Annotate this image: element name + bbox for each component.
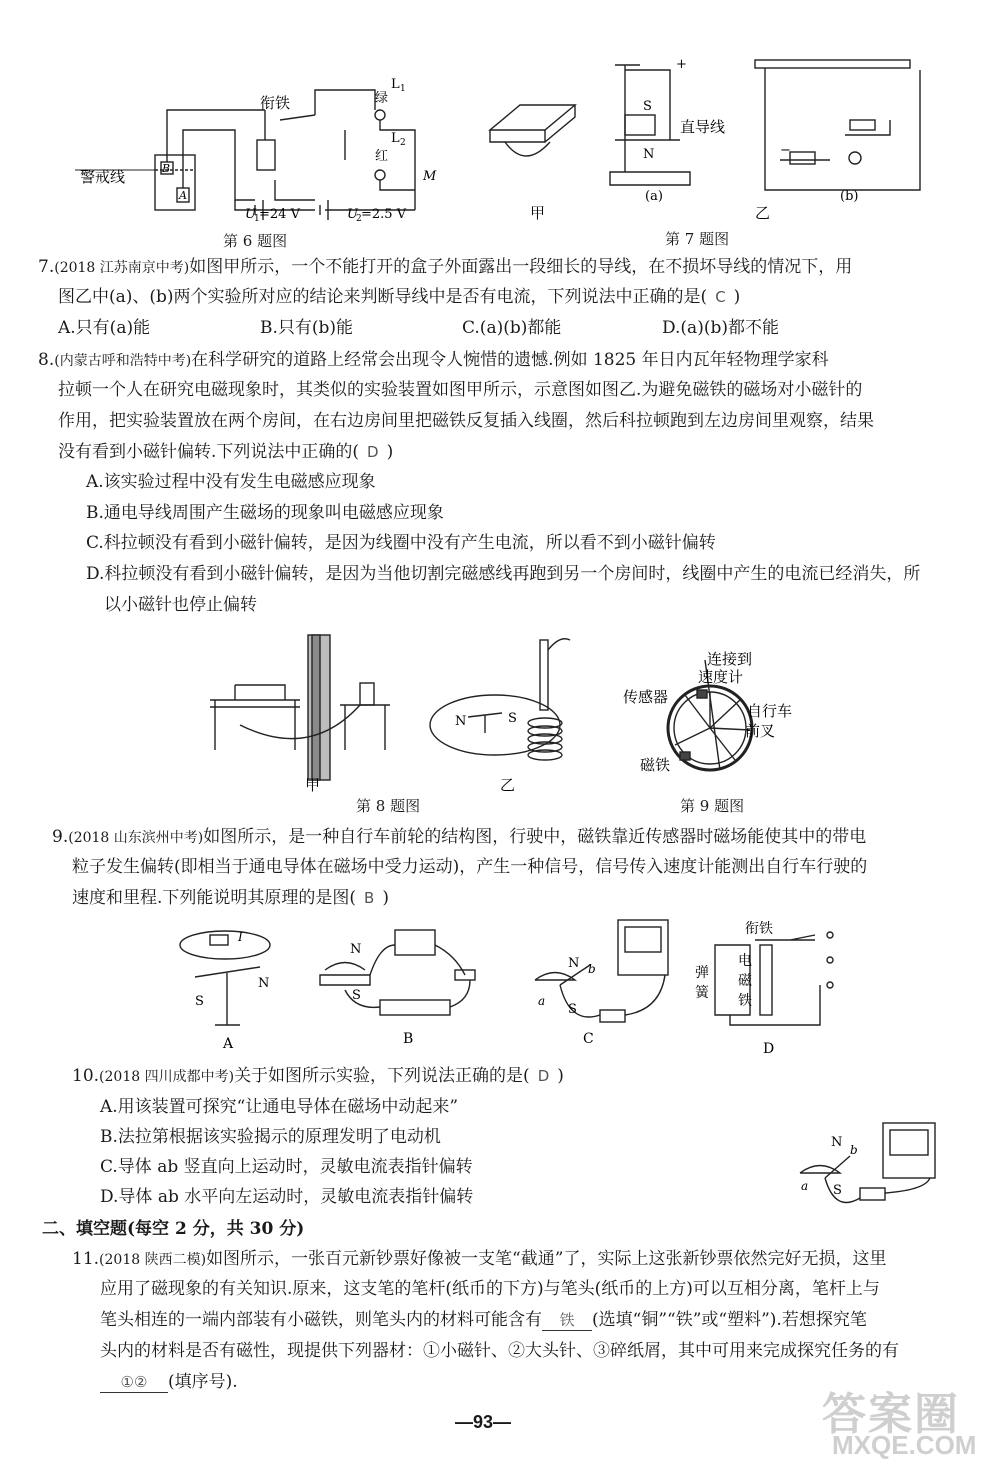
fig9-caption: 第 9 题图 <box>680 797 745 815</box>
q8-option-d-1: D.科拉顿没有看到小磁针偏转，是因为当他切割完磁感线再跑到另一个房间时，线圈中产生的电流已经消失，所 <box>86 564 921 584</box>
q10-line1 <box>72 1066 564 1087</box>
fig7-caption: 第 7 题图 <box>665 230 730 248</box>
fig7-label-minus: − <box>780 143 791 158</box>
fig6-label-l2: L <box>391 131 400 146</box>
q9c-label-a: a <box>538 994 546 1008</box>
fig8-label-jia: 甲 <box>305 776 321 794</box>
q9d-label-em-2: 磁 <box>738 973 752 989</box>
fig7-label-wire: 直导线 <box>680 118 726 136</box>
q10-option-a: A.用该装置可探究“让通电导体在磁场中动起来” <box>100 1097 459 1117</box>
fig6-label-u2-sub: 2 <box>356 214 362 224</box>
fig9-label-connect-2: 速度计 <box>698 668 744 686</box>
q7-answer: C <box>715 288 726 306</box>
q9-option-a-label: A <box>223 1036 234 1052</box>
q9-stem-1: 如图所示，是一种自行车前轮的结构图，行驶中，磁铁靠近传感器时磁场能使其中的带电 <box>203 827 867 847</box>
fig6-label-m: M <box>423 169 437 184</box>
fig7-label-b: (b) <box>840 189 859 204</box>
q9-close: ) <box>382 888 389 908</box>
fig8-caption: 第 8 题图 <box>356 797 421 815</box>
q7-option-a: A.只有(a)能 <box>58 318 151 338</box>
q9d-label-em-1: 电 <box>738 953 752 969</box>
fig7-label-s: S <box>643 99 652 114</box>
q11-stem-3a: 笔头相连的一端内部装有小磁铁，则笔头内的材料可能含有 <box>100 1310 542 1330</box>
fig7-label-n: N <box>643 147 655 162</box>
q11-source: (2018 陕西二模) <box>99 1252 207 1268</box>
fig7-label-a: (a) <box>645 189 663 204</box>
fig8-label-s: S <box>508 711 517 726</box>
q10-close: ) <box>557 1066 564 1086</box>
q10-figure <box>795 1118 945 1208</box>
q7-option-d: D.(a)(b)都不能 <box>662 318 779 338</box>
q11-number: 11. <box>72 1249 100 1269</box>
fig7-label-jia: 甲 <box>530 204 546 222</box>
watermark-logo: 答案圈 <box>822 1390 960 1439</box>
fig6-label-u2: U <box>347 207 358 222</box>
q9d-label-spring-1: 弹 <box>695 965 709 981</box>
fig9-label-sensor: 传感器 <box>623 688 669 706</box>
q7-option-b: B.只有(b)能 <box>260 318 354 338</box>
q10-label-n: N <box>831 1135 843 1150</box>
fig8-label-yi: 乙 <box>500 776 516 794</box>
fig6-label-l1: L <box>391 77 400 92</box>
q9-option-d-label: D <box>763 1041 775 1057</box>
q9-number: 9. <box>52 827 69 847</box>
q8-stem-1: 在科学研究的道路上经常会出现令人惋惜的遗憾.例如 1825 年日内瓦年轻物理学家科 <box>191 350 829 370</box>
q10-label-s: S <box>833 1183 842 1198</box>
q9-stem-3: 速度和里程.下列能说明其原理的是图( <box>72 888 357 908</box>
q8-line4 <box>58 442 393 462</box>
q10-source: (2018 四川成都中考) <box>99 1069 235 1085</box>
q8-option-a: A.该实验过程中没有发生电磁感应现象 <box>86 472 376 492</box>
fig7-label-plus: + <box>676 57 687 72</box>
figure-6-circuit <box>75 70 445 230</box>
figure-8-apparatus <box>200 625 600 795</box>
q8-option-c: C.科拉顿没有看到小磁针偏转，是因为线圈中没有产生电流，所以看不到小磁针偏转 <box>86 533 716 553</box>
q10-option-c: C.导体 ab 竖直向上运动时，灵敏电流表指针偏转 <box>100 1157 473 1177</box>
q9-source: (2018 山东滨州中考) <box>68 830 204 846</box>
q10-answer: D <box>537 1067 550 1085</box>
q9d-label-spring-2: 簧 <box>695 985 709 1001</box>
q10-label-b: b <box>850 1143 858 1157</box>
q7-number: 7. <box>38 257 55 277</box>
fig6-label-green: 绿 <box>375 91 389 106</box>
q8-line1 <box>38 350 829 371</box>
fig6-caption: 第 6 题图 <box>223 232 288 250</box>
q9a-label-minus-i: I <box>238 930 243 944</box>
q8-option-b: B.通电导线周围产生磁场的现象叫电磁感应现象 <box>86 503 444 523</box>
q8-option-d-2: 以小磁针也停止偏转 <box>104 595 257 615</box>
q11-stem-3b: (选填“铜”“铁”或“塑料”).若想探究笔 <box>592 1310 867 1330</box>
q9d-label-em-3: 铁 <box>738 993 752 1009</box>
fig6-label-u1: U <box>245 207 256 222</box>
q9b-label-n: N <box>350 942 362 957</box>
q8-number: 8. <box>38 350 55 370</box>
q7-source: (2018 江苏南京中考) <box>54 260 190 276</box>
fig9-label-connect-1: 连接到 <box>707 650 753 668</box>
q9c-label-b: b <box>588 962 596 976</box>
q9-answer: B <box>364 889 375 907</box>
fig9-label-fork-1: 自行车 <box>747 702 793 720</box>
q9-line3 <box>72 888 389 908</box>
figure-9-bicycle-wheel <box>615 650 845 790</box>
q7-option-c: C.(a)(b)都能 <box>462 318 562 338</box>
figure-7-apparatus <box>480 50 940 225</box>
q7-close: ) <box>733 287 741 307</box>
q11-line5 <box>100 1372 238 1393</box>
section-2-heading: 二、填空题(每空 2 分，共 30 分) <box>42 1219 305 1239</box>
q11-line1 <box>72 1249 886 1270</box>
q9-line1 <box>52 827 866 848</box>
q9-stem-2: 粒子发生偏转(即相当于通电导体在磁场中受力运动)，产生一种信号，信号传入速度计能测出自行车行驶的 <box>72 857 868 877</box>
fig6-label-alarm-line: 警戒线 <box>80 168 126 186</box>
q10-stem: 关于如图所示实验，下列说法正确的是( <box>234 1066 530 1086</box>
fig9-label-fork-2: 前叉 <box>745 722 776 740</box>
fig8-label-n: N <box>455 714 467 729</box>
fig9-label-magnet: 磁铁 <box>640 756 671 774</box>
fig6-label-u2-val: =2.5 V <box>361 207 407 222</box>
fig6-label-u1-val: =24 V <box>259 207 300 222</box>
q7-stem-2: 图乙中(a)、(b)两个实验所对应的结论来判断导线中是否有电流，下列说法中正确的是( <box>58 287 708 307</box>
q10-label-a: a <box>801 1179 809 1193</box>
q11-stem-5b: (填序号). <box>168 1372 238 1392</box>
q11-blank-2: ①② <box>100 1372 168 1393</box>
q7-stem-1: 如图甲所示，一个不能打开的盒子外面露出一段细长的导线，在不损坏导线的情况下，用 <box>189 257 853 277</box>
q9b-label-s: S <box>352 988 361 1003</box>
q9-option-b-label: B <box>403 1031 414 1047</box>
q8-answer: D <box>367 443 379 461</box>
q9a-label-s: S <box>195 994 204 1009</box>
q11-stem-4: 头内的材料是否有磁性，现提供下列器材：①小磁针、②大头针、③碎纸屑，其中可用来完成探究任务的有 <box>100 1341 899 1361</box>
fig7-label-yi: 乙 <box>755 204 771 222</box>
fig6-label-u1-sub: 1 <box>254 214 260 224</box>
q8-stem-4: 没有看到小磁针偏转.下列说法中正确的( <box>58 442 360 462</box>
fig6-label-l2-sub: 2 <box>400 138 406 148</box>
q11-stem-1: 如图所示，一张百元新钞票好像被一支笔“截通”了，实际上这张新钞票依然完好无损，这里 <box>206 1249 887 1269</box>
q11-blank-1: 铁 <box>542 1310 592 1331</box>
q9a-label-n: N <box>258 976 270 991</box>
q10-number: 10. <box>72 1066 100 1086</box>
q8-stem-2: 拉顿一个人在研究电磁现象时，其类似的实验装置如图甲所示，示意图如图乙.为避免磁铁的磁场对小磁针的 <box>58 380 863 400</box>
q7-line2 <box>58 287 740 307</box>
q9-option-figures <box>170 915 870 1060</box>
q8-source: (内蒙古呼和浩特中考) <box>54 353 192 369</box>
fig6-label-b: B <box>162 162 171 175</box>
fig6-label-l1-sub: 1 <box>400 84 406 94</box>
q10-option-b: B.法拉第根据该实验揭示的原理发明了电动机 <box>100 1127 441 1147</box>
q9c-label-n: N <box>568 956 580 971</box>
q10-option-d: D.导体 ab 水平向左运动时，灵敏电流表指针偏转 <box>100 1187 474 1207</box>
q8-stem-3: 作用，把实验装置放在两个房间，在右边房间里把磁铁反复插入线圈，然后科拉顿跑到左边房间里观察，结果 <box>58 411 874 431</box>
watermark-url: MXQE.COM <box>832 1430 977 1460</box>
q8-close: ) <box>386 442 394 462</box>
q9-option-c-label: C <box>583 1031 594 1047</box>
q9d-label-armature: 衔铁 <box>745 921 773 937</box>
page-number: —93— <box>455 1412 512 1432</box>
fig6-label-red: 红 <box>375 149 389 164</box>
q11-stem-2: 应用了磁现象的有关知识.原来，这支笔的笔杆(纸币的下方)与笔头(纸币的上方)可以互相分离，笔杆上与 <box>100 1279 880 1299</box>
q11-line3 <box>100 1310 867 1331</box>
fig6-label-a: A <box>179 189 187 202</box>
fig6-label-armature: 衔铁 <box>260 94 291 112</box>
q7-line1 <box>38 257 852 278</box>
q9c-label-s: S <box>568 1002 577 1017</box>
